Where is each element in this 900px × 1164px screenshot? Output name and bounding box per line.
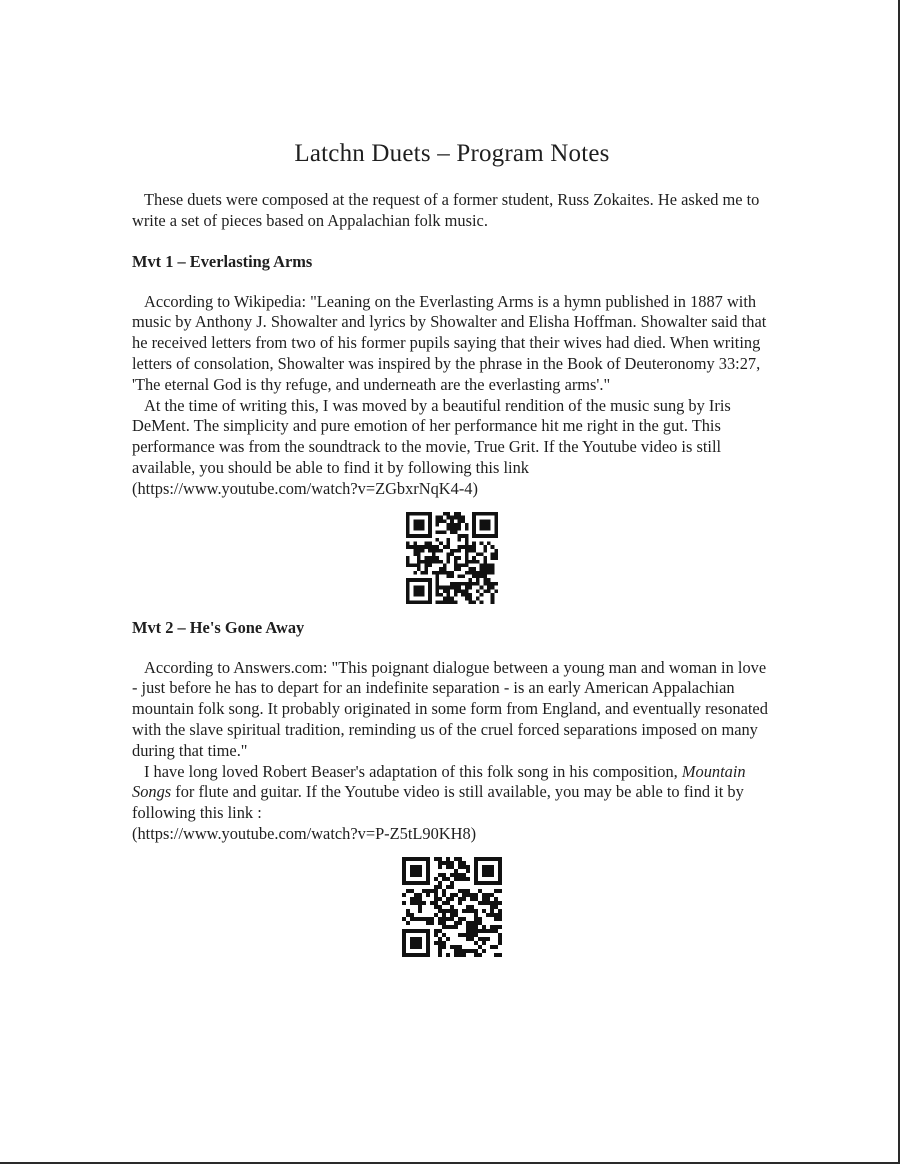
movement-1-paragraph-2 (132, 396, 772, 500)
movement-2-paragraph-2-before: I have long loved Robert Beaser's adaptation of this folk song in his composition, (144, 761, 682, 781)
qr-code-icon[interactable] (402, 857, 502, 957)
movement-2-qr-wrap (132, 857, 772, 957)
movement-2-paragraph-2-italic: Mountain Songs (132, 761, 746, 802)
movement-2-paragraph-1: According to Answers.com: "This poignant dialogue between a young man and woman in love - just before he has to depart for an indefinite separation - is an early American Appalachian mountain folk song. It probably originated in some form from England, and eventually resonated with the slave spiritual tradition, reminding us of the cruel forced separations imposed on many during that time." (132, 657, 768, 760)
movement-2-heading: Mvt 2 – He's Gone Away (132, 617, 305, 637)
movement-1-paragraph-2-text: At the time of writing this, I was moved by a beautiful rendition of the music sung by Iris DeMent. The simplicity and pure emotion of her performance hit me right in the gut. This performance was from the soundtrack to the movie, True Grit. If the Youtube video is still available, you should be able to find it by following this link (132, 395, 731, 477)
movement-1-paragraph-1: According to Wikipedia: "Leaning on the Everlasting Arms is a hymn published in 1887 with music by Anthony J. Showalter and lyrics by Showalter and Elisha Hoffman. Showalter said that he received letters from two of his former pupils saying that their wives had died. When writing letters of consolation, Showalter was inspired by the phrase in the Book of Deuteronomy 33:27, 'The eternal God is thy refuge, and underneath are the everlasting arms'." (132, 291, 767, 394)
intro-paragraph: These duets were composed at the request of a former student, Russ Zokaites. He asked me to write a set of pieces based on Appalachian folk music. (132, 190, 760, 230)
movement-2-paragraph-2 (132, 762, 772, 824)
movement-2-paragraph-2-after: for flute and guitar. If the Youtube video is still available, you may be able to find it by following this link : (132, 782, 744, 823)
movement-1-qr-wrap (132, 512, 772, 604)
movement-2-link[interactable]: (https://www.youtube.com/watch?v=P-Z5tL90KH8) (132, 823, 477, 843)
movement-1-heading: Mvt 1 – Everlasting Arms (132, 251, 313, 271)
movement-1-link[interactable]: (https://www.youtube.com/watch?v=ZGbxrNqK4-4) (132, 478, 478, 498)
page-title: Latchn Duets – Program Notes (294, 140, 610, 167)
document-body (132, 140, 772, 971)
qr-code-icon[interactable] (406, 512, 498, 604)
